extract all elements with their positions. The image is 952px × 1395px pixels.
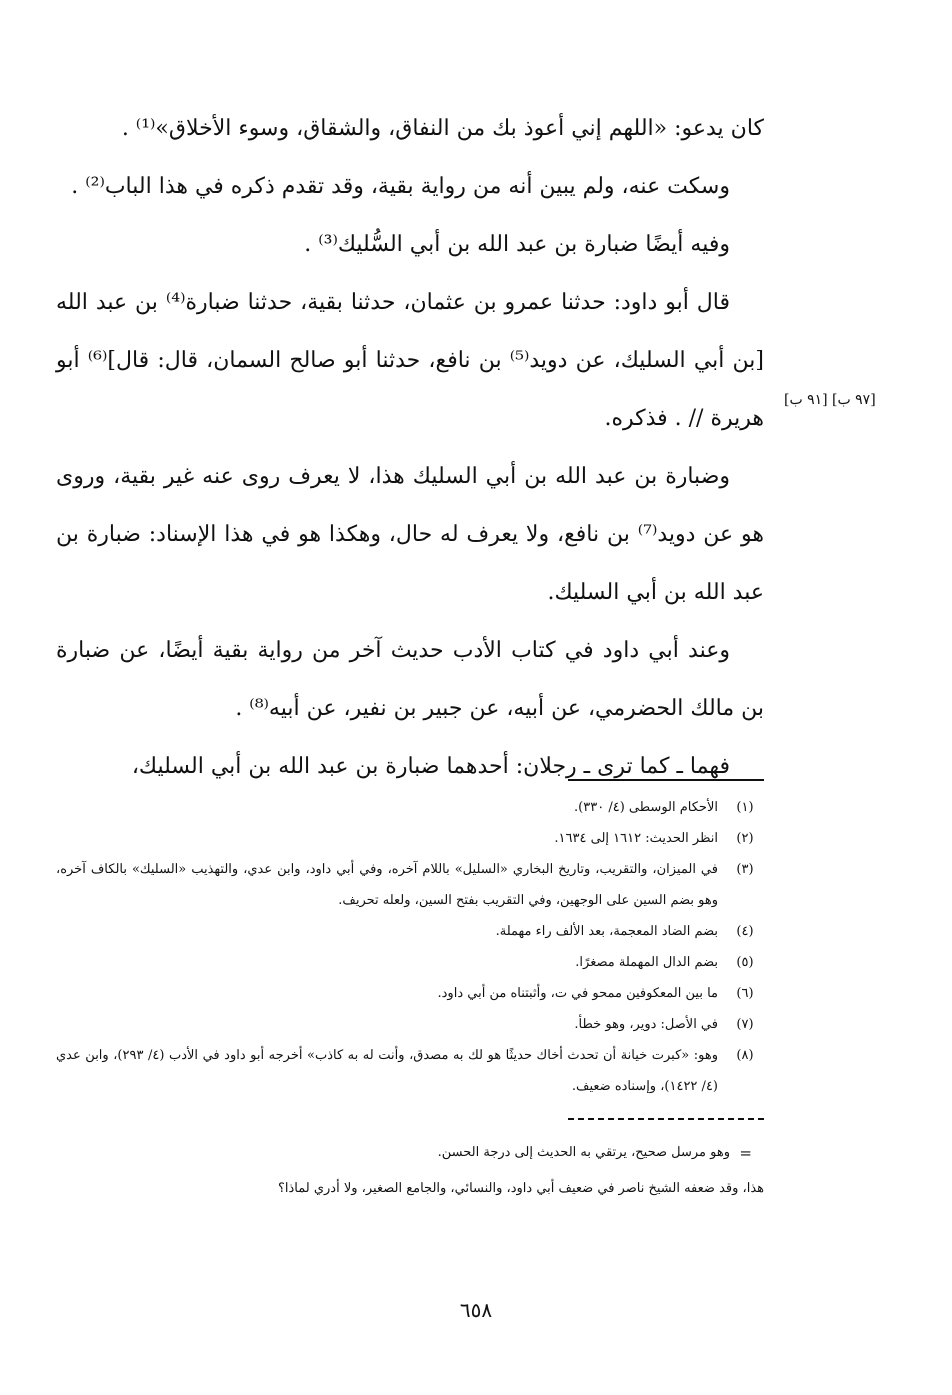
main-paragraph-6: وعند أبي داود في كتاب الأدب حديث آخر من رواية بقية أيضًا، عن ضبارة بن مالك الحضرمي، عن أبيه، عن جبير بن نفير، عن أبيه⁽⁸⁾ .	[56, 638, 764, 721]
footnotes-list	[56, 792, 764, 1102]
footnote-item	[56, 947, 764, 978]
footnote-text: في الأصل: دوير، وهو خطأ.	[574, 1017, 718, 1032]
footnote-item	[56, 978, 764, 1009]
carryover-separator	[568, 1118, 764, 1120]
footnote-item	[56, 823, 764, 854]
footnote-number: (٧)	[736, 1017, 754, 1032]
footnote-number: (٦)	[736, 986, 754, 1001]
footnote-text: بضم الضاد المعجمة، بعد الألف راء مهملة.	[495, 924, 718, 939]
footnote-number: (٥)	[736, 955, 754, 970]
footnote-separator	[568, 779, 764, 781]
footnote-text: انظر الحديث: ١٦١٢ إلى ١٦٣٤.	[554, 831, 718, 846]
footnote-text: في الميزان، والتقريب، وتاريخ البخاري «السليل» باللام آخره، وفي أبي داود، وابن عدي، والتهذيب «السليك» بالكاف آخره، وهو بضم السين على الوجهين، وفي التقريب بفتح السين، ولعله تحريف.	[56, 862, 718, 908]
footnote-text: وهو: «كبرت خيانة أن تحدث أخاك حديثًا هو لك به مصدق، وأنت له به كاذب» أخرجه أبو داود في الأدب (٤/ ٢٩٣)، وابن عدي (٤/ ١٤٢٢)، وإسناده ضعيف.	[56, 1048, 718, 1094]
footnote-number: (٣)	[736, 862, 754, 877]
footnote-text: ما بين المعكوفين ممحو في ت، وأثبتناه من أبي داود.	[437, 986, 718, 1001]
footnote-item	[56, 916, 764, 947]
carryover-mark: =	[739, 1144, 752, 1162]
main-paragraph-2: وسكت عنه، ولم يبين أنه من رواية بقية، وقد تقدم ذكره في هذا الباب⁽²⁾ .	[71, 174, 730, 199]
footnote-number: (٨)	[736, 1048, 754, 1063]
main-paragraph-1: كان يدعو: «اللهم إني أعوذ بك من النفاق، والشقاق، وسوء الأخلاق»⁽¹⁾ .	[121, 116, 764, 141]
main-text	[56, 100, 764, 796]
main-paragraph-3: وفيه أيضًا ضبارة بن عبد الله بن أبي السُّليك⁽³⁾ .	[304, 232, 730, 257]
footnote-item	[56, 792, 764, 823]
manuscript-folio-note: [٩٧ ب] [٩١ ب]	[784, 392, 876, 408]
main-paragraph-7: فهما ـ كما ترى ـ رجلان: أحدهما ضبارة بن عبد الله بن أبي السليك،	[131, 754, 730, 779]
carryover-note	[56, 1135, 764, 1207]
footnote-text: بضم الدال المهملة مصغرًا.	[575, 955, 718, 970]
footnote-item	[56, 1009, 764, 1040]
page-number: ٦٥٨	[459, 1298, 493, 1322]
carryover-line-1: وهو مرسل صحيح، يرتقي به الحديث إلى درجة الحسن.	[437, 1145, 730, 1160]
footnote-text: الأحكام الوسطى (٤/ ٣٣٠).	[574, 800, 718, 815]
carryover-line-2: هذا، وقد ضعفه الشيخ ناصر في ضعيف أبي داود، والنسائي، والجامع الصغير، ولا أدري لماذا؟	[277, 1181, 764, 1196]
main-paragraph-5: وضبارة بن عبد الله بن أبي السليك هذا، لا يعرف روى عنه غير بقية، وروى هو عن دويد⁽⁷⁾ بن نافع، ولا يعرف له حال، وهكذا هو في هذا الإسناد: ضبارة بن عبد الله بن أبي السليك.	[56, 464, 764, 605]
footnote-number: (٤)	[736, 924, 754, 939]
footnote-number: (٢)	[736, 831, 754, 846]
main-paragraph-4: قال أبو داود: حدثنا عمرو بن عثمان، حدثنا بقية، حدثنا ضبارة⁽⁴⁾ بن عبد الله [بن أبي السليك، عن دويد⁽⁵⁾ بن نافع، حدثنا أبو صالح السمان، قال: قال]⁽⁶⁾ أبو هريرة // . فذكره.	[56, 290, 765, 431]
footnote-item	[56, 1040, 764, 1102]
footnote-item	[56, 854, 764, 916]
footnote-number: (١)	[736, 800, 754, 815]
